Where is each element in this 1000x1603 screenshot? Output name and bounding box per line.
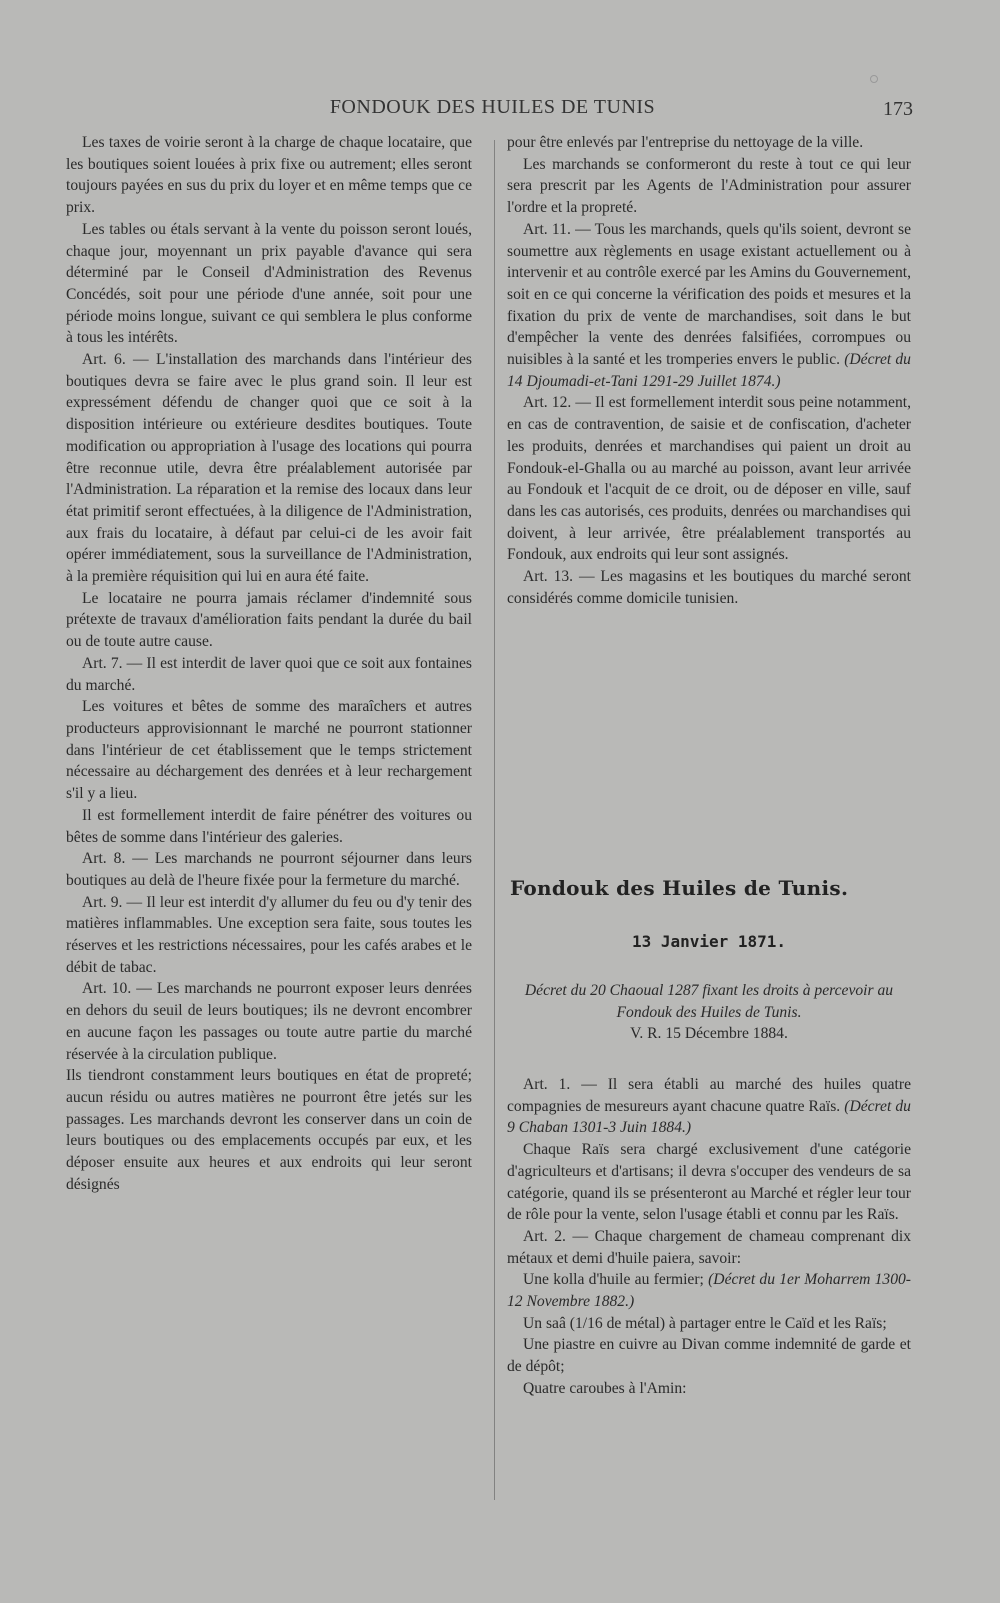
paragraph-text: Les marchands se conformeront du reste à tout ce qui leur sera prescrit par les Agents de l'Administration pour assurer l'ordre et la propreté. [507, 155, 911, 217]
paragraph-text: Les taxes de voirie seront à la charge de chaque locataire, que les boutiques soient louées à prix fixe ou autrement; elles seront toujours payées en sus du prix du loyer et en même temps que ce prix. [66, 134, 472, 217]
paragraph-text: Ils tiendront constamment leurs boutiques en état de propreté; aucun résidu ou autres matières ne pourront être jetés sur les passages. Les marchands devront les conserver dans un coin de leurs boutiques ou des emplacements occupés par eux, et les déposer ensuite aux heures et aux endroits qui leur seront désignés [66, 1067, 472, 1193]
paragraph-text: Les tables ou étals servant à la vente du poisson seront loués, chaque jour, moyennant un prix payable d'avance qui sera déterminé par le Conseil d'Administration des Revenus Concédés, soit pour une période d'une année, soit pour une période moins longue, suivant ce qui semblera le plus conforme à tous les intérêts. [66, 220, 472, 347]
page-speck [870, 75, 878, 83]
left-column [66, 132, 472, 1195]
paragraph [507, 219, 911, 393]
paragraph-text: Une kolla d'huile au fermier; [523, 1271, 704, 1289]
paragraph [507, 1139, 911, 1226]
paragraph-text: Art. 2. — Chaque chargement de chameau comprenant dix métaux et demi d'huile paiera, savoir: [507, 1227, 911, 1267]
decree-citation: (Décret du 9 Chaban 1301-3 Juin 1884.) [507, 1097, 911, 1137]
paragraph-text: pour être enlevés par l'entreprise du nettoyage de la ville. [507, 134, 864, 151]
paragraph [507, 1378, 911, 1400]
paragraph-text: Art. 12. — Il est formellement interdit sous peine notamment, en cas de contravention, de saisie et de confiscation, d'acheter les produits, denrées et marchandises qui paient un droit au Fondouk-el-Ghalla ou au marché au poisson, avant leur arrivée au Fondouk et l'acquit de ce droit, ou de déposer en ville, sauf dans les cas autorisés, ces produits, denrées ou marchandises qui doivent, à leur arrivée, être préalablement transportés au Fondouk, aux endroits qui leur sont assignés. [507, 394, 911, 564]
paragraph [66, 349, 472, 588]
paragraph [66, 653, 472, 696]
paragraph-text: Le locataire ne pourra jamais réclamer d'indemnité sous prétexte de travaux d'amélioration faits pendant la durée du bail ou de toute autre cause. [66, 589, 472, 651]
paragraph-text: Art. 10. — Les marchands ne pourront exposer leurs denrées en dehors du seuil de leurs boutiques; ils ne devront encombrer en aucune façon les passages ou toute autre partie du marché réservée à la circulation publique. [66, 980, 472, 1063]
page-number: 173 [883, 98, 913, 120]
decree-heading [507, 980, 911, 1045]
paragraph [66, 219, 472, 349]
paragraph [507, 566, 911, 609]
paragraph [66, 892, 472, 979]
paragraph-text: Une piastre en cuivre au Divan comme indemnité de garde et de dépôt; [507, 1336, 911, 1376]
paragraph [507, 154, 911, 219]
paragraph [66, 805, 472, 848]
decree-reference: V. R. 15 Décembre 1884. [630, 1025, 788, 1043]
column-divider [494, 140, 495, 1500]
paragraph-text: Chaque Raïs sera chargé exclusivement d'une catégorie d'agriculteurs et d'artisans; il devra s'occuper des vendeurs de sa catégorie, quand ils se présenteront au Marché et régler leur tour de rôle pour la vente, selon l'usage établi et connu par les Raïs. [507, 1141, 911, 1224]
section-title: Fondouk des Huiles de Tunis. [510, 876, 849, 900]
decree-citation: (Décret du 1er Moharrem 1300-12 Novembre 1882.) [507, 1271, 911, 1311]
paragraph-text: Art. 1. — Il sera établi au marché des huiles quatre compagnies de mesureurs ayant chacune quatre Raïs. [507, 1076, 911, 1115]
paragraph-text: Quatre caroubes à l'Amin: [523, 1379, 687, 1397]
paragraph [507, 1334, 911, 1377]
paragraph [66, 696, 472, 805]
section-body [507, 1074, 911, 1400]
paragraph [507, 132, 911, 154]
paragraph-text: Il est formellement interdit de faire pénétrer des voitures ou bêtes de somme dans l'intérieur des galeries. [66, 806, 472, 846]
paragraph [66, 132, 472, 219]
paragraph [66, 588, 472, 653]
paragraph [66, 848, 472, 891]
paragraph [507, 1269, 911, 1312]
right-column [507, 132, 911, 609]
paragraph-text: Les voitures et bêtes de somme des maraîchers et autres producteurs approvisionnant le marché ne pourront stationner dans l'intérieur de cet établissement que le temps strictement nécessaire au déchargement des denrées et à leur rechargement s'il y a lieu. [66, 698, 472, 803]
section-date: 13 Janvier 1871. [631, 932, 787, 951]
decree-title: Décret du 20 Chaoual 1287 fixant les droits à percevoir au Fondouk des Huiles de Tunis. [524, 982, 894, 1021]
paragraph-text: Un saâ (1/16 de métal) à partager entre le Caïd et les Raïs; [523, 1314, 887, 1332]
running-title: FONDOUK DES HUILES DE TUNIS [329, 96, 656, 118]
paragraph-text: Art. 7. — Il est interdit de laver quoi que ce soit aux fontaines du marché. [66, 654, 472, 694]
paragraph [507, 392, 911, 566]
paragraph [66, 1065, 472, 1195]
paragraph-text: Art. 8. — Les marchands ne pourront séjourner dans leurs boutiques au delà de l'heure fixée pour la fermeture du marché. [66, 850, 472, 889]
paragraph [507, 1226, 911, 1269]
paragraph-text: Art. 11. — Tous les marchands, quels qu'ils soient, devront se soumettre aux règlements en usage existant actuellement ou à intervenir et au contrôle exercé par les Amins du Gouvernement, soit en ce qui concerne la vérification des poids et mesures et la fixation du prix de vente de marchandises, soit dans le but d'empêcher la vente des denrées falsifiées, corrompues ou nuisibles à la santé et les tromperies envers le public. [507, 220, 911, 369]
paragraph-text: Art. 13. — Les magasins et les boutiques du marché seront considérés comme domicile tunisien. [507, 568, 911, 607]
paragraph [507, 1313, 911, 1335]
paragraph [507, 1074, 911, 1139]
paragraph-text: Art. 6. — L'installation des marchands dans l'intérieur des boutiques devra se faire avec le plus grand soin. Il leur est expressément défendu de changer quoi que ce soit à la disposition intérieure ou extérieure desdites boutiques. Toute modification ou appropriation à l'usage des locations qui pourra être reconnue utile, devra être préalablement autorisée par l'Administration. La réparation et la remise des locaux dans leur état primitif seront effectuées, à la diligence de l'Administration, aux frais du locataire, à défaut par celui-ci de les avoir fait opérer immédiatement, sous la surveillance de l'Administration, à la première réquisition qui lui en aura été faite. [66, 351, 472, 586]
paragraph [66, 978, 472, 1065]
paragraph-text: Art. 9. — Il leur est interdit d'y allumer du feu ou d'y tenir des matières inflammables. Une exception sera faite, sous toutes les réserves et les restrictions nécessaires, pour les cafés arabes et le débit de tabac. [66, 893, 472, 976]
decree-citation: (Décret du 14 Djoumadi-et-Tani 1291-29 Juillet 1874.) [507, 351, 911, 390]
